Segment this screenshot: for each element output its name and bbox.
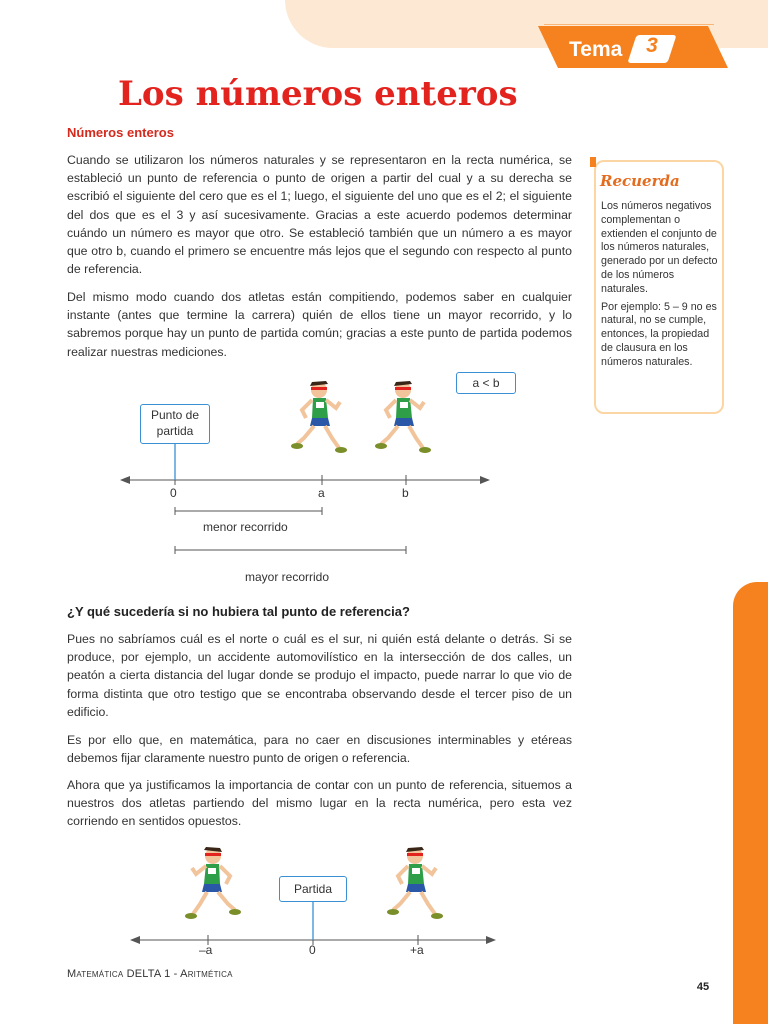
runner-icon-a xyxy=(291,381,347,453)
tick-label-b: b xyxy=(402,486,409,500)
paragraph-atletas: Del mismo modo cuando dos atletas están compitiendo, podemos saber en cualquier instante (antes que termine la carrera) quién de ellos tiene un mayor recorrido, y lo sabremos porque hay un punto de partida común; gracias a este punto de partida podemos realizar nuestras mediciones. xyxy=(67,290,572,359)
partida-label: Partida xyxy=(279,876,347,902)
recuerda-tab-marker xyxy=(590,157,596,167)
tick-label-0: 0 xyxy=(170,486,177,500)
footer-book-title: Matemática DELTA 1 - Aritmética xyxy=(67,968,233,980)
tick-label-neg-a: –a xyxy=(199,943,213,957)
menor-recorrido-label: menor recorrido xyxy=(203,520,288,534)
axis2-arrow-right xyxy=(486,936,496,944)
tema-number: 3 xyxy=(646,34,658,57)
right-decor-band xyxy=(733,582,768,1024)
runner-icon-left xyxy=(185,847,241,919)
section-heading-numeros-enteros: Números enteros xyxy=(67,125,174,140)
axis2-arrow-left xyxy=(130,936,140,944)
paragraph-referencia: Pues no sabríamos cuál es el norte o cuál es el sur, ni quién está delante o detrás. Si se produce, por ejemplo, un accidente automovilístico en la intersección de dos calles, un peatón a cierta distancia del lugar donde se produjo el impacto, puede narrar lo que vio de forma distinta que otro testigo que se encontraba observando desde el tercer piso de un edificio. xyxy=(67,632,572,719)
paragraph-sentidos-opuestos: Ahora que ya justificamos la importancia de contar con un punto de referencia, situemos a nuestros dos atletas partiendo del mismo lugar en la recta numérica, pero esta vez corriendo en sentidos opuestos. xyxy=(67,778,572,829)
axis-arrow-right xyxy=(480,476,490,484)
axis-arrow-left xyxy=(120,476,130,484)
menor-recorrido-bracket xyxy=(175,507,322,515)
recuerda-text xyxy=(601,200,719,374)
paragraph-matematica: Es por ello que, en matemática, para no caer en discusiones interminables y etéreas debemos fijar claramente nuestro punto de origen o referencia. xyxy=(67,733,572,766)
recuerda-text-2: Por ejemplo: 5 – 9 no es natural, no se cumple, entonces, la propiedad de clausura en los números naturales. xyxy=(601,300,717,368)
tick-label-zero: 0 xyxy=(309,943,316,957)
section-heading-pregunta: ¿Y qué sucedería si no hubiera tal punto de referencia? xyxy=(67,604,410,619)
tick-label-a: a xyxy=(318,486,325,500)
number-line-figure-1 xyxy=(110,370,510,590)
page-number: 45 xyxy=(684,976,722,998)
relation-label: a < b xyxy=(456,372,516,394)
mayor-recorrido-bracket xyxy=(175,546,406,554)
punto-de-partida-label: Punto de partida xyxy=(140,404,210,444)
runner-icon-b xyxy=(375,381,431,453)
tema-label: Tema xyxy=(569,38,623,61)
runner-icon-right xyxy=(387,847,443,919)
recuerda-title: Recuerda xyxy=(600,172,680,190)
tick-label-pos-a: +a xyxy=(410,943,424,957)
paragraph-intro: Cuando se utilizaron los números naturales y se representaron en la recta numérica, se estableció un punto de referencia o punto de origen a partir del cual y a su derecha se escribió el siguiente del cero que es el 1; luego, el siguiente del uno que es el 2; el siguiente del dos que es el 3 y así sucesivamente. Gracias a este acuerdo podemos determinar cuándo un número es mayor que otro. Se estableció también que un número a es mayor que otro b, cuando el primero se encuentre más lejos que el segundo con respecto al punto de referencia. xyxy=(67,153,572,277)
mayor-recorrido-label: mayor recorrido xyxy=(245,570,330,584)
recuerda-text-1: Los números negativos complementan o extienden el conjunto de los números naturales, generado por un defecto de los números naturales. xyxy=(601,200,718,295)
page-title: Los números enteros xyxy=(118,74,518,114)
